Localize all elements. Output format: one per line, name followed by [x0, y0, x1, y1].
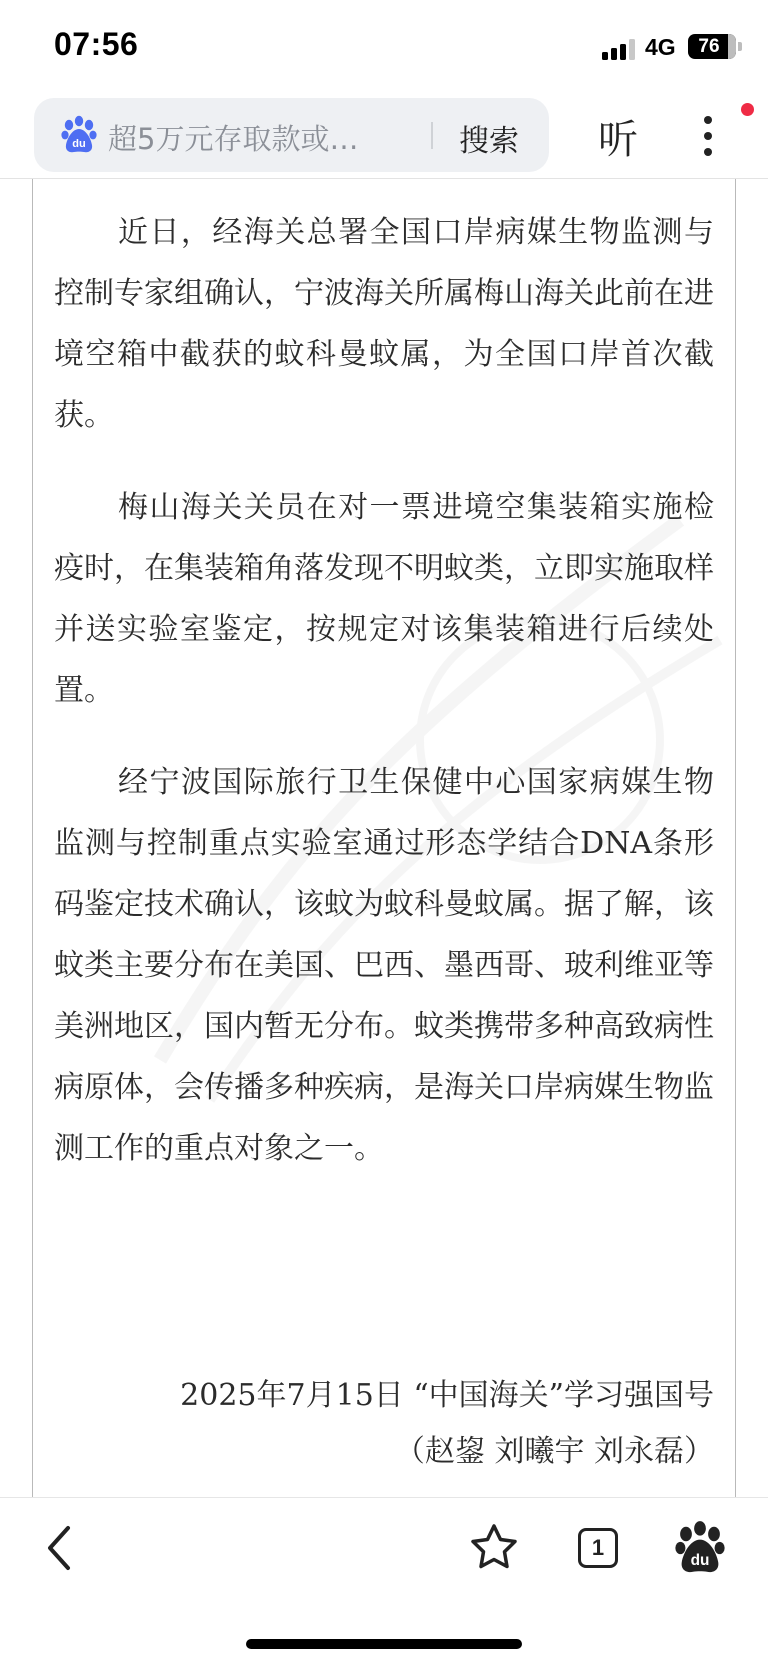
battery-level: 76	[698, 36, 720, 57]
search-button[interactable]: 搜索	[459, 124, 519, 159]
network-type: 4G	[645, 34, 676, 60]
favorite-star-icon	[466, 1520, 522, 1576]
tabs-icon: 1	[578, 1528, 618, 1568]
home-indicator[interactable]	[246, 1639, 522, 1649]
baidu-paw-icon	[60, 115, 98, 155]
back-button[interactable]	[36, 1520, 92, 1576]
search-query[interactable]: 超5万元存取款或…	[108, 122, 359, 156]
article-paragraph: 梅山海关关员在对一票进境空集装箱实施检疫时，在集装箱角落发现不明蚊类，立即实施取样并送实验室鉴定，按规定对该集装箱进行后续处置。	[54, 490, 714, 708]
battery-tip	[738, 42, 742, 51]
authors-line: （赵鋆 刘曦宇 刘永磊）	[394, 1434, 714, 1469]
signal-icon	[602, 38, 636, 60]
back-icon	[36, 1520, 92, 1576]
svg-text:du: du	[72, 138, 86, 150]
search-bar[interactable]	[34, 98, 549, 172]
article-paragraph: 近日，经海关总署全国口岸病媒生物监测与控制专家组确认，宁波海关所属梅山海关此前在进境空箱中截获的蚊科曼蚊属，为全国口岸首次截获。	[54, 215, 714, 433]
listen-button[interactable]: 听	[598, 117, 638, 163]
favorite-button[interactable]	[466, 1520, 522, 1576]
notification-dot	[741, 103, 754, 116]
status-time: 07:56	[54, 26, 139, 62]
tabs-button[interactable]	[570, 1520, 626, 1576]
article-signature	[74, 1368, 714, 1480]
article-paragraph: 经宁波国际旅行卫生保健中心国家病媒生物监测与控制重点实验室通过形态学结合DNA条形码鉴定技术确认，该蚊为蚊科曼蚊属。据了解，该蚊类主要分布在美国、巴西、墨西哥、玻利维亚等美洲地区，国内暂无分布。蚊类携带多种高致病性病原体，会传播多种疾病，是海关口岸病媒生物监测工作的重点对象之一。	[54, 765, 714, 1166]
svg-text:du: du	[690, 1551, 710, 1569]
baidu-home-icon	[672, 1520, 728, 1576]
bottom-nav	[0, 1497, 768, 1663]
more-vertical-icon[interactable]	[694, 110, 724, 160]
source-line: 2025年7月15日 “中国海关”学习强国号	[180, 1378, 714, 1413]
status-bar	[0, 0, 768, 92]
baidu-home-button[interactable]	[672, 1520, 728, 1576]
search-divider	[431, 122, 433, 149]
battery-icon	[688, 34, 736, 59]
